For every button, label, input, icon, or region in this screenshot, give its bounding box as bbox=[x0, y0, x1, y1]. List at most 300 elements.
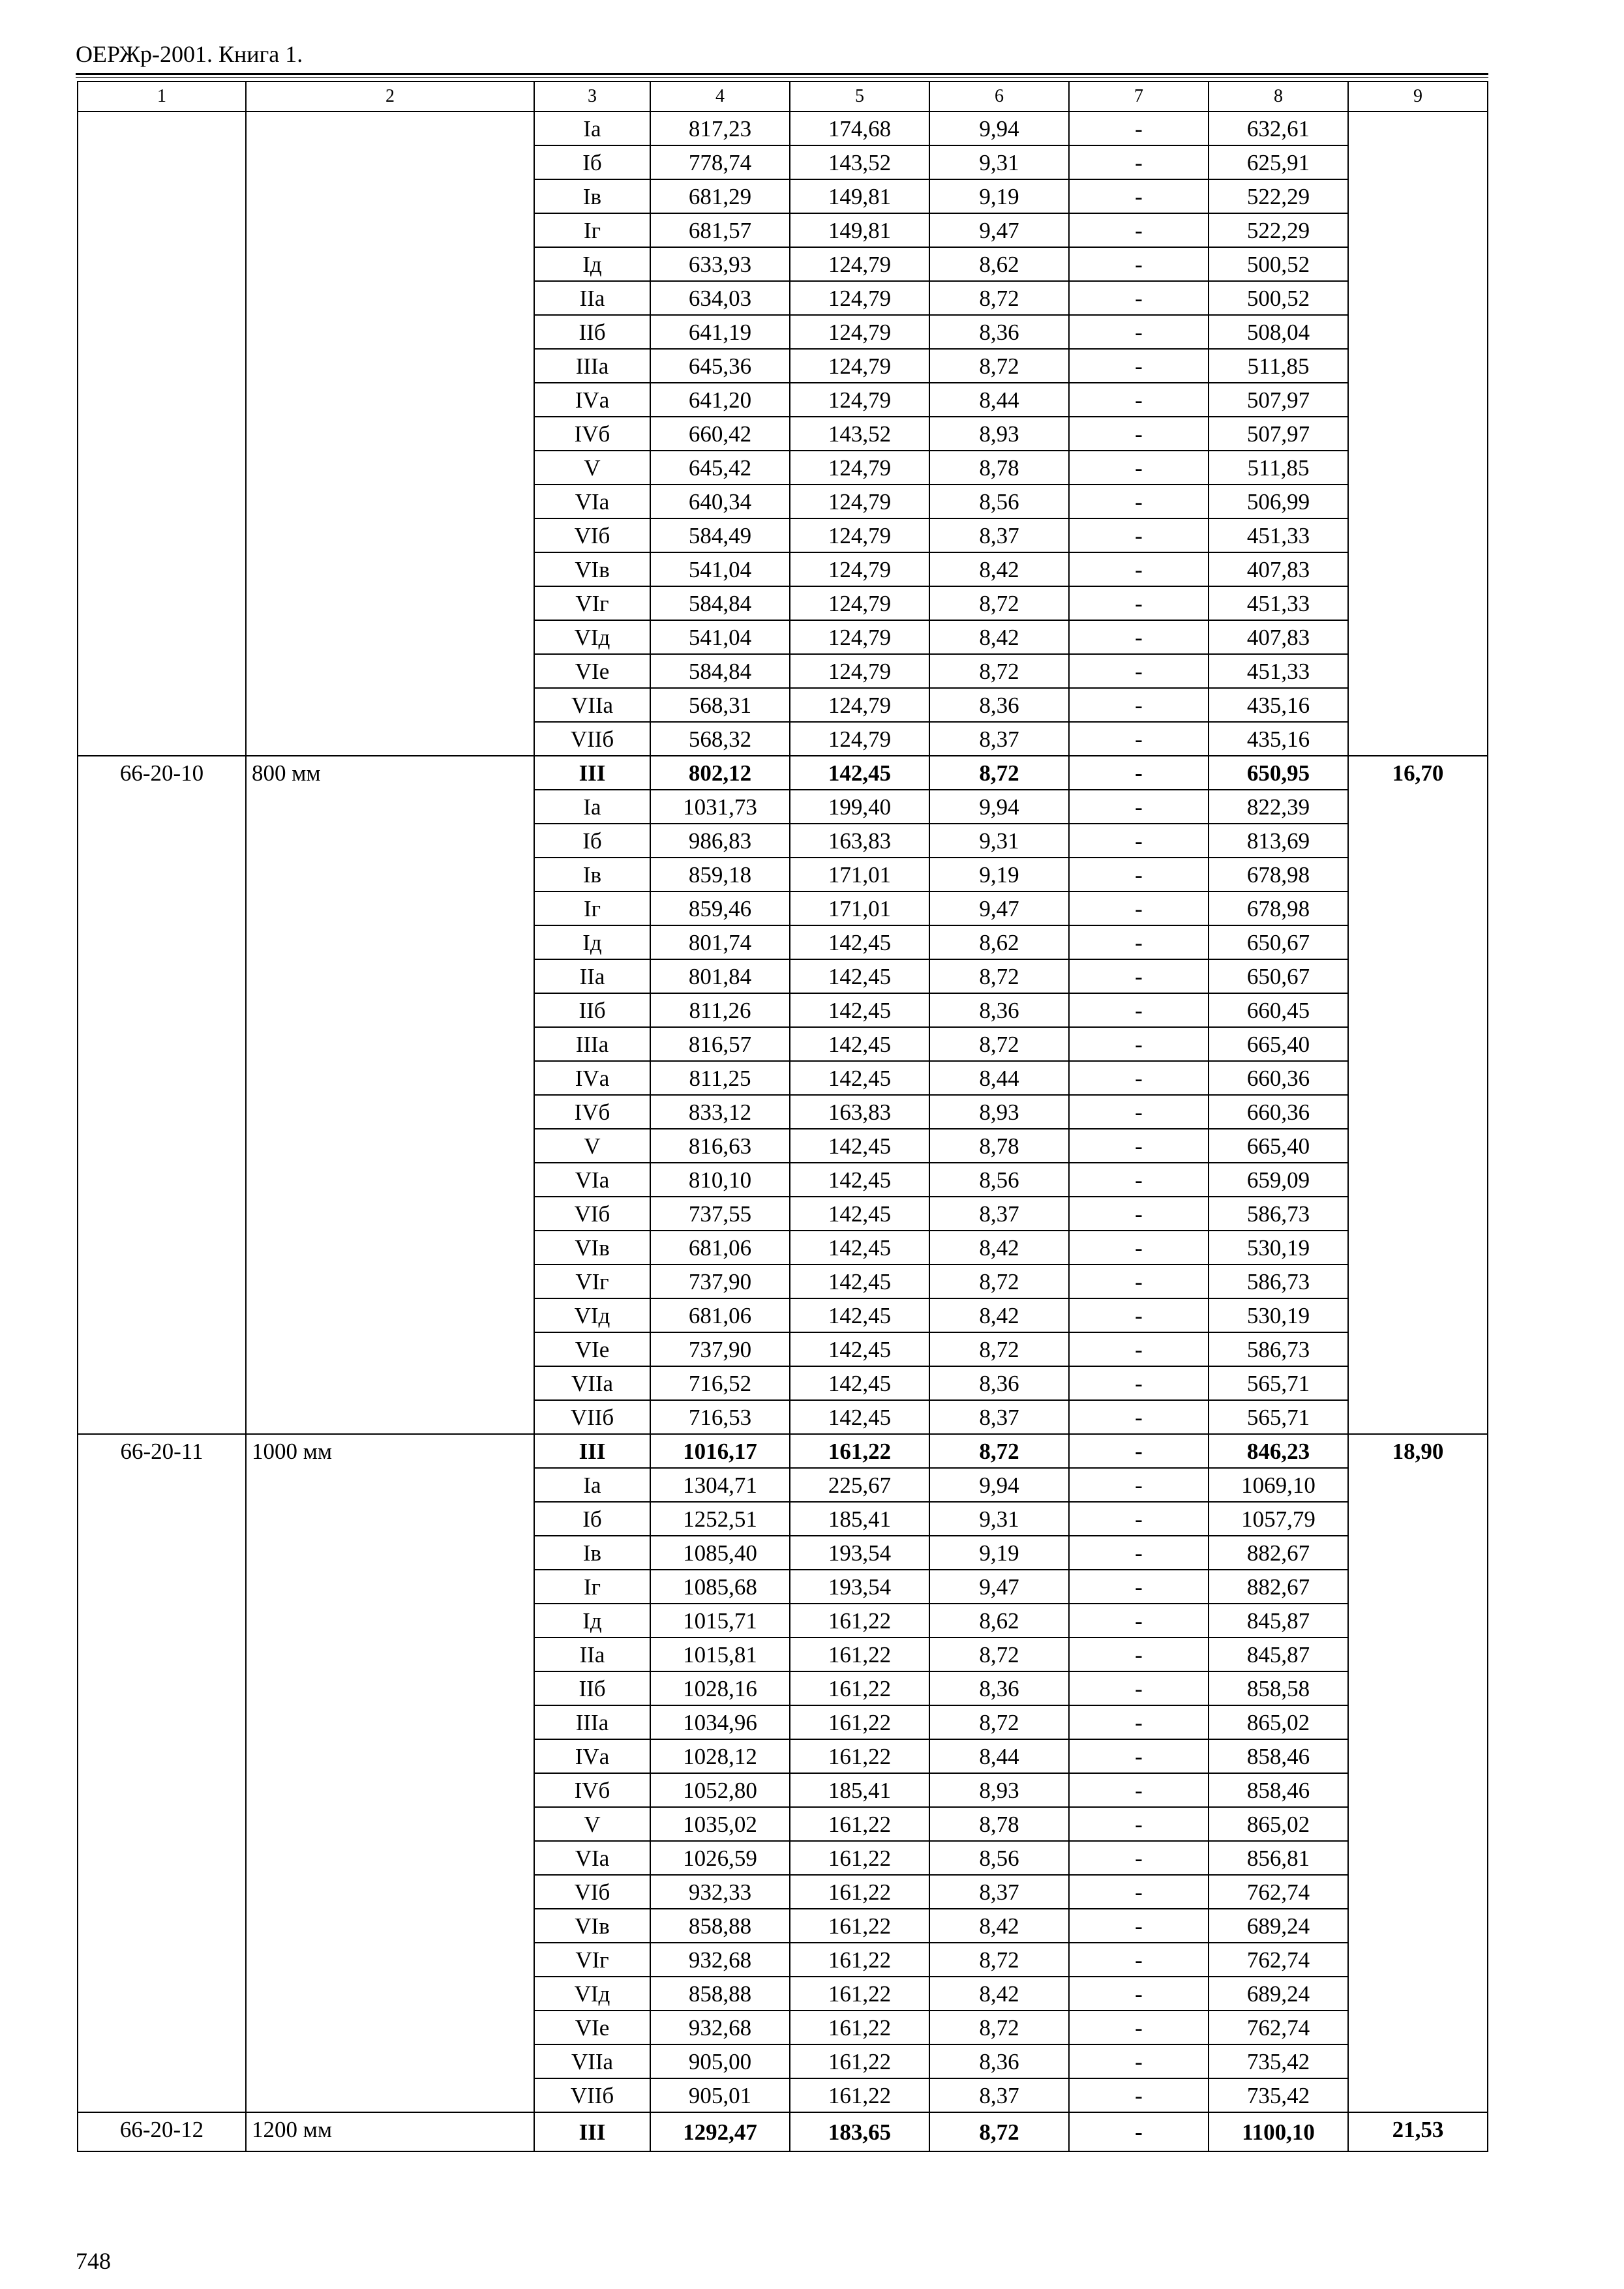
cell-col-4: 1304,71 bbox=[650, 1468, 790, 1502]
cell-col-5: 142,45 bbox=[790, 1366, 929, 1400]
cell-col-4: 645,42 bbox=[650, 451, 790, 485]
cell-col-8: 735,42 bbox=[1209, 2044, 1348, 2078]
cell-col-4: 810,10 bbox=[650, 1163, 790, 1197]
cell-col-5: 163,83 bbox=[790, 1095, 929, 1129]
cell-col-4: 858,88 bbox=[650, 1977, 790, 2011]
cell-col-5: 171,01 bbox=[790, 858, 929, 891]
cell-col-5: 124,79 bbox=[790, 552, 929, 586]
cell-col-4: 645,36 bbox=[650, 349, 790, 383]
cell-col-8: 678,98 bbox=[1209, 858, 1348, 891]
cell-col-4: 641,20 bbox=[650, 383, 790, 417]
column-number-2: 2 bbox=[246, 82, 534, 112]
cell-col-5: 142,45 bbox=[790, 1129, 929, 1163]
cell-col-7: - bbox=[1069, 1163, 1209, 1197]
cell-col-6: 8,42 bbox=[929, 1977, 1069, 2011]
cell-col-3: Iд bbox=[534, 1604, 650, 1638]
cell-col-4: 737,55 bbox=[650, 1197, 790, 1231]
cell-col-6: 8,78 bbox=[929, 1129, 1069, 1163]
cell-col-4: 1034,96 bbox=[650, 1705, 790, 1739]
cell-col-8: 586,73 bbox=[1209, 1332, 1348, 1366]
cell-col-8: 650,95 bbox=[1209, 756, 1348, 790]
cell-col-3: IIа bbox=[534, 1638, 650, 1671]
column-number-5: 5 bbox=[790, 82, 929, 112]
cell-col-8: 858,58 bbox=[1209, 1671, 1348, 1705]
cell-col-3: VIIб bbox=[534, 2078, 650, 2112]
cell-col-4: 1035,02 bbox=[650, 1807, 790, 1841]
cell-col-7: - bbox=[1069, 1807, 1209, 1841]
cell-col-7: - bbox=[1069, 1671, 1209, 1705]
cell-col-5: 124,79 bbox=[790, 451, 929, 485]
column-number-3: 3 bbox=[534, 82, 650, 112]
cell-col-6: 8,56 bbox=[929, 1163, 1069, 1197]
cell-col-4: 681,06 bbox=[650, 1231, 790, 1264]
cell-col-7: - bbox=[1069, 112, 1209, 145]
cell-col-5: 142,45 bbox=[790, 993, 929, 1027]
cell-col-3: Iб bbox=[534, 824, 650, 858]
cell-col-6: 8,42 bbox=[929, 552, 1069, 586]
cell-col-7: - bbox=[1069, 620, 1209, 654]
cell-col-8: 858,46 bbox=[1209, 1773, 1348, 1807]
cell-col-7: - bbox=[1069, 417, 1209, 451]
cell-col-8: 500,52 bbox=[1209, 281, 1348, 315]
cell-col-6: 8,72 bbox=[929, 959, 1069, 993]
cell-col-4: 802,12 bbox=[650, 756, 790, 790]
cell-col-6: 8,78 bbox=[929, 451, 1069, 485]
cell-col-5: 142,45 bbox=[790, 1231, 929, 1264]
cell-col-5: 161,22 bbox=[790, 1909, 929, 1943]
cell-col-8: 665,40 bbox=[1209, 1027, 1348, 1061]
cell-col-4: 905,00 bbox=[650, 2044, 790, 2078]
cell-col-3: IIIа bbox=[534, 349, 650, 383]
cell-col-7: - bbox=[1069, 485, 1209, 518]
cell-col-4: 634,03 bbox=[650, 281, 790, 315]
cell-col-4: 716,53 bbox=[650, 1400, 790, 1434]
cell-col-8: 586,73 bbox=[1209, 1197, 1348, 1231]
cell-col-6: 8,36 bbox=[929, 1366, 1069, 1400]
cell-col-8: 882,67 bbox=[1209, 1570, 1348, 1604]
cell-col-4: 811,25 bbox=[650, 1061, 790, 1095]
cell-col-5: 142,45 bbox=[790, 756, 929, 790]
cell-col-5: 161,22 bbox=[790, 1841, 929, 1875]
cell-col-8: 689,24 bbox=[1209, 1909, 1348, 1943]
cell-col-8: 508,04 bbox=[1209, 315, 1348, 349]
cell-col-6: 8,36 bbox=[929, 1671, 1069, 1705]
cell-col-6: 8,36 bbox=[929, 2044, 1069, 2078]
cell-col-3: Iв bbox=[534, 1536, 650, 1570]
cell-col-8: 762,74 bbox=[1209, 1943, 1348, 1977]
cell-col-3: VIIб bbox=[534, 722, 650, 756]
cell-col-6: 8,36 bbox=[929, 315, 1069, 349]
cell-col-4: 681,29 bbox=[650, 179, 790, 213]
cell-col-8: 858,46 bbox=[1209, 1739, 1348, 1773]
cell-col-8: 511,85 bbox=[1209, 349, 1348, 383]
cell-col-5: 161,22 bbox=[790, 1705, 929, 1739]
column-number-4: 4 bbox=[650, 82, 790, 112]
cell-col-4: 584,49 bbox=[650, 518, 790, 552]
item-name-cell: 1200 мм bbox=[246, 2112, 534, 2151]
cell-col-8: 530,19 bbox=[1209, 1298, 1348, 1332]
cell-col-3: VIб bbox=[534, 518, 650, 552]
cell-col-6: 9,47 bbox=[929, 891, 1069, 925]
cell-col-4: 1028,12 bbox=[650, 1739, 790, 1773]
cell-col-4: 681,57 bbox=[650, 213, 790, 247]
cell-col-5: 199,40 bbox=[790, 790, 929, 824]
cell-col-4: 816,63 bbox=[650, 1129, 790, 1163]
cell-col-5: 163,83 bbox=[790, 824, 929, 858]
cell-col-8: 845,87 bbox=[1209, 1638, 1348, 1671]
cell-col-4: 1026,59 bbox=[650, 1841, 790, 1875]
cell-col-8: 1069,10 bbox=[1209, 1468, 1348, 1502]
cell-col-5: 124,79 bbox=[790, 349, 929, 383]
cell-col-4: 541,04 bbox=[650, 552, 790, 586]
cell-col-7: - bbox=[1069, 1502, 1209, 1536]
cell-col-8: 865,02 bbox=[1209, 1705, 1348, 1739]
cell-col-7: - bbox=[1069, 349, 1209, 383]
cell-col-7: - bbox=[1069, 1943, 1209, 1977]
cell-col-7: - bbox=[1069, 1705, 1209, 1739]
cell-col-3: Iд bbox=[534, 247, 650, 281]
cell-col-7: - bbox=[1069, 891, 1209, 925]
cell-col-7: - bbox=[1069, 1400, 1209, 1434]
cell-col-3: VIб bbox=[534, 1875, 650, 1909]
cell-col-3: Iб bbox=[534, 145, 650, 179]
cell-col-3: IIб bbox=[534, 315, 650, 349]
cell-col-8: 813,69 bbox=[1209, 824, 1348, 858]
cell-col-5: 161,22 bbox=[790, 1943, 929, 1977]
cell-col-4: 640,34 bbox=[650, 485, 790, 518]
cell-col-7: - bbox=[1069, 993, 1209, 1027]
cell-col-5: 185,41 bbox=[790, 1502, 929, 1536]
cell-col-8: 586,73 bbox=[1209, 1264, 1348, 1298]
cell-col-3: Iа bbox=[534, 1468, 650, 1502]
item-code-cell bbox=[78, 112, 246, 756]
cell-col-8: 1100,10 bbox=[1209, 2112, 1348, 2151]
cell-col-3: IVб bbox=[534, 1773, 650, 1807]
cell-col-7: - bbox=[1069, 1570, 1209, 1604]
cell-col-6: 9,94 bbox=[929, 1468, 1069, 1502]
cell-col-4: 932,68 bbox=[650, 1943, 790, 1977]
cell-col-4: 817,23 bbox=[650, 112, 790, 145]
cell-col-4: 660,42 bbox=[650, 417, 790, 451]
cell-col-6: 8,72 bbox=[929, 1705, 1069, 1739]
cell-col-4: 833,12 bbox=[650, 1095, 790, 1129]
cell-col-3: IVб bbox=[534, 417, 650, 451]
cell-col-3: VIд bbox=[534, 1977, 650, 2011]
cell-col-7: - bbox=[1069, 552, 1209, 586]
cell-col-6: 8,93 bbox=[929, 1095, 1069, 1129]
cell-col-6: 9,31 bbox=[929, 1502, 1069, 1536]
cell-col-3: III bbox=[534, 756, 650, 790]
cell-col-4: 641,19 bbox=[650, 315, 790, 349]
cell-col-6: 8,44 bbox=[929, 1061, 1069, 1095]
cell-col-6: 8,56 bbox=[929, 1841, 1069, 1875]
cell-col-5: 142,45 bbox=[790, 925, 929, 959]
cell-col-4: 1015,71 bbox=[650, 1604, 790, 1638]
cell-col-8: 522,29 bbox=[1209, 213, 1348, 247]
cell-col-3: VIа bbox=[534, 1163, 650, 1197]
cell-col-7: - bbox=[1069, 722, 1209, 756]
cell-col-4: 1252,51 bbox=[650, 1502, 790, 1536]
cell-col-8: 522,29 bbox=[1209, 179, 1348, 213]
cell-col-8: 507,97 bbox=[1209, 417, 1348, 451]
cell-col-7: - bbox=[1069, 451, 1209, 485]
column-number-row bbox=[78, 82, 1488, 112]
header-rule-thin bbox=[76, 77, 1488, 78]
cell-col-5: 149,81 bbox=[790, 179, 929, 213]
cell-col-7: - bbox=[1069, 2044, 1209, 2078]
item-code-cell: 66-20-11 bbox=[78, 1434, 246, 2112]
cell-col-4: 737,90 bbox=[650, 1332, 790, 1366]
cell-col-6: 8,93 bbox=[929, 1773, 1069, 1807]
cell-col-8: 650,67 bbox=[1209, 959, 1348, 993]
cell-col-7: - bbox=[1069, 1027, 1209, 1061]
cell-col-6: 9,31 bbox=[929, 145, 1069, 179]
cell-col-4: 801,74 bbox=[650, 925, 790, 959]
cell-col-7: - bbox=[1069, 213, 1209, 247]
cell-col-3: Iг bbox=[534, 891, 650, 925]
cell-col-7: - bbox=[1069, 383, 1209, 417]
cell-col-8: 632,61 bbox=[1209, 112, 1348, 145]
cell-col-3: Iд bbox=[534, 925, 650, 959]
cell-col-5: 161,22 bbox=[790, 1977, 929, 2011]
cell-col-5: 124,79 bbox=[790, 586, 929, 620]
cell-col-7: - bbox=[1069, 925, 1209, 959]
column-number-9: 9 bbox=[1348, 82, 1488, 112]
cell-col-4: 737,90 bbox=[650, 1264, 790, 1298]
cell-col-4: 1015,81 bbox=[650, 1638, 790, 1671]
cell-col-8: 665,40 bbox=[1209, 1129, 1348, 1163]
cell-col-6: 8,62 bbox=[929, 1604, 1069, 1638]
cell-col-4: 859,46 bbox=[650, 891, 790, 925]
cell-col-8: 625,91 bbox=[1209, 145, 1348, 179]
cell-col-3: Iв bbox=[534, 179, 650, 213]
cell-col-6: 8,72 bbox=[929, 281, 1069, 315]
cell-col-7: - bbox=[1069, 1739, 1209, 1773]
item-code-cell: 66-20-10 bbox=[78, 756, 246, 1434]
cell-col-6: 9,47 bbox=[929, 1570, 1069, 1604]
cell-col-8: 856,81 bbox=[1209, 1841, 1348, 1875]
cell-col-5: 142,45 bbox=[790, 1400, 929, 1434]
cell-col-4: 568,31 bbox=[650, 688, 790, 722]
cell-col-4: 1016,17 bbox=[650, 1434, 790, 1468]
cell-col-5: 183,65 bbox=[790, 2112, 929, 2151]
cell-col-3: VIб bbox=[534, 1197, 650, 1231]
cell-col-3: IVа bbox=[534, 383, 650, 417]
cell-col-4: 584,84 bbox=[650, 586, 790, 620]
cell-col-5: 124,79 bbox=[790, 518, 929, 552]
cell-col-4: 859,18 bbox=[650, 858, 790, 891]
cell-col-7: - bbox=[1069, 518, 1209, 552]
cell-col-3: IVа bbox=[534, 1739, 650, 1773]
cell-col-5: 174,68 bbox=[790, 112, 929, 145]
cell-col-5: 161,22 bbox=[790, 1875, 929, 1909]
cell-col-8: 507,97 bbox=[1209, 383, 1348, 417]
cell-col-7: - bbox=[1069, 1875, 1209, 1909]
cell-col-8: 822,39 bbox=[1209, 790, 1348, 824]
cell-col-7: - bbox=[1069, 145, 1209, 179]
cell-col-8: 762,74 bbox=[1209, 2011, 1348, 2044]
cell-col-6: 9,94 bbox=[929, 790, 1069, 824]
cell-col-7: - bbox=[1069, 790, 1209, 824]
cell-col-3: IVа bbox=[534, 1061, 650, 1095]
cell-col-4: 1052,80 bbox=[650, 1773, 790, 1807]
cell-col-6: 9,47 bbox=[929, 213, 1069, 247]
cell-col-5: 124,79 bbox=[790, 688, 929, 722]
cell-col-5: 161,22 bbox=[790, 1739, 929, 1773]
cell-col-7: - bbox=[1069, 1977, 1209, 2011]
cell-col-5: 161,22 bbox=[790, 2011, 929, 2044]
cell-col-8: 500,52 bbox=[1209, 247, 1348, 281]
cell-col-4: 584,84 bbox=[650, 654, 790, 688]
cell-col-4: 801,84 bbox=[650, 959, 790, 993]
cell-col-5: 161,22 bbox=[790, 2078, 929, 2112]
cell-col-4: 1028,16 bbox=[650, 1671, 790, 1705]
column-number-8: 8 bbox=[1209, 82, 1348, 112]
cell-col-6: 8,72 bbox=[929, 756, 1069, 790]
cell-col-5: 143,52 bbox=[790, 417, 929, 451]
cell-col-8: 530,19 bbox=[1209, 1231, 1348, 1264]
cell-col-3: VIд bbox=[534, 1298, 650, 1332]
cell-col-5: 171,01 bbox=[790, 891, 929, 925]
cell-col-8: 1057,79 bbox=[1209, 1502, 1348, 1536]
cell-col-8: 506,99 bbox=[1209, 485, 1348, 518]
cell-col-3: V bbox=[534, 1807, 650, 1841]
cell-col-3: IIIа bbox=[534, 1027, 650, 1061]
cell-col-6: 8,37 bbox=[929, 518, 1069, 552]
cell-col-6: 8,37 bbox=[929, 2078, 1069, 2112]
cell-col-8: 451,33 bbox=[1209, 586, 1348, 620]
cell-col-4: 633,93 bbox=[650, 247, 790, 281]
cell-col-3: Iа bbox=[534, 790, 650, 824]
cell-col-8: 407,83 bbox=[1209, 552, 1348, 586]
cell-col-5: 142,45 bbox=[790, 1332, 929, 1366]
table-body bbox=[78, 82, 1488, 2151]
cell-col-7: - bbox=[1069, 1197, 1209, 1231]
cell-col-7: - bbox=[1069, 315, 1209, 349]
cell-col-5: 124,79 bbox=[790, 485, 929, 518]
cell-col-3: Iб bbox=[534, 1502, 650, 1536]
total-cell: 21,53 bbox=[1348, 2112, 1488, 2151]
cell-col-3: V bbox=[534, 1129, 650, 1163]
cell-col-6: 8,36 bbox=[929, 688, 1069, 722]
rates-table bbox=[77, 81, 1488, 2152]
document-header: ОЕРЖр-2001. Книга 1. bbox=[76, 41, 303, 67]
cell-col-7: - bbox=[1069, 2078, 1209, 2112]
cell-col-3: V bbox=[534, 451, 650, 485]
cell-col-3: VIг bbox=[534, 1264, 650, 1298]
cell-col-5: 193,54 bbox=[790, 1570, 929, 1604]
cell-col-4: 541,04 bbox=[650, 620, 790, 654]
cell-col-6: 8,42 bbox=[929, 1909, 1069, 1943]
cell-col-3: III bbox=[534, 2112, 650, 2151]
cell-col-7: - bbox=[1069, 247, 1209, 281]
cell-col-6: 9,19 bbox=[929, 858, 1069, 891]
cell-col-8: 660,45 bbox=[1209, 993, 1348, 1027]
cell-col-7: - bbox=[1069, 281, 1209, 315]
cell-col-4: 681,06 bbox=[650, 1298, 790, 1332]
item-name-cell bbox=[246, 112, 534, 756]
cell-col-6: 8,72 bbox=[929, 1332, 1069, 1366]
cell-col-7: - bbox=[1069, 824, 1209, 858]
cell-col-4: 858,88 bbox=[650, 1909, 790, 1943]
cell-col-8: 660,36 bbox=[1209, 1061, 1348, 1095]
cell-col-7: - bbox=[1069, 1909, 1209, 1943]
item-name-cell: 800 мм bbox=[246, 756, 534, 1434]
cell-col-7: - bbox=[1069, 1061, 1209, 1095]
cell-col-4: 1292,47 bbox=[650, 2112, 790, 2151]
cell-col-7: - bbox=[1069, 586, 1209, 620]
cell-col-3: Iа bbox=[534, 112, 650, 145]
table-row bbox=[78, 2112, 1488, 2151]
cell-col-5: 142,45 bbox=[790, 1163, 929, 1197]
cell-col-6: 8,72 bbox=[929, 1264, 1069, 1298]
cell-col-8: 678,98 bbox=[1209, 891, 1348, 925]
cell-col-5: 124,79 bbox=[790, 654, 929, 688]
item-name-cell: 1000 мм bbox=[246, 1434, 534, 2112]
cell-col-3: VIв bbox=[534, 1231, 650, 1264]
cell-col-7: - bbox=[1069, 654, 1209, 688]
cell-col-3: VIIа bbox=[534, 2044, 650, 2078]
cell-col-3: IVб bbox=[534, 1095, 650, 1129]
cell-col-4: 1085,68 bbox=[650, 1570, 790, 1604]
cell-col-8: 451,33 bbox=[1209, 654, 1348, 688]
cell-col-7: - bbox=[1069, 858, 1209, 891]
cell-col-6: 8,37 bbox=[929, 722, 1069, 756]
cell-col-7: - bbox=[1069, 1264, 1209, 1298]
cell-col-6: 8,72 bbox=[929, 2112, 1069, 2151]
cell-col-8: 407,83 bbox=[1209, 620, 1348, 654]
cell-col-7: - bbox=[1069, 1298, 1209, 1332]
cell-col-4: 778,74 bbox=[650, 145, 790, 179]
cell-col-8: 865,02 bbox=[1209, 1807, 1348, 1841]
cell-col-6: 8,42 bbox=[929, 1298, 1069, 1332]
cell-col-4: 932,68 bbox=[650, 2011, 790, 2044]
cell-col-8: 689,24 bbox=[1209, 1977, 1348, 2011]
cell-col-6: 8,72 bbox=[929, 1943, 1069, 1977]
cell-col-7: - bbox=[1069, 1536, 1209, 1570]
cell-col-5: 161,22 bbox=[790, 1807, 929, 1841]
cell-col-5: 149,81 bbox=[790, 213, 929, 247]
cell-col-6: 8,78 bbox=[929, 1807, 1069, 1841]
cell-col-8: 435,16 bbox=[1209, 688, 1348, 722]
cell-col-7: - bbox=[1069, 1231, 1209, 1264]
total-cell: 18,90 bbox=[1348, 1434, 1488, 2112]
cell-col-6: 8,37 bbox=[929, 1197, 1069, 1231]
cell-col-3: IIа bbox=[534, 959, 650, 993]
cell-col-3: VIг bbox=[534, 1943, 650, 1977]
cell-col-3: VIе bbox=[534, 1332, 650, 1366]
cell-col-5: 124,79 bbox=[790, 247, 929, 281]
cell-col-3: VIе bbox=[534, 2011, 650, 2044]
cell-col-8: 735,42 bbox=[1209, 2078, 1348, 2112]
table-row bbox=[78, 112, 1488, 145]
cell-col-6: 8,72 bbox=[929, 1434, 1069, 1468]
cell-col-6: 8,44 bbox=[929, 1739, 1069, 1773]
cell-col-3: Iг bbox=[534, 1570, 650, 1604]
cell-col-8: 845,87 bbox=[1209, 1604, 1348, 1638]
cell-col-7: - bbox=[1069, 2011, 1209, 2044]
cell-col-5: 124,79 bbox=[790, 281, 929, 315]
cell-col-6: 8,93 bbox=[929, 417, 1069, 451]
cell-col-8: 511,85 bbox=[1209, 451, 1348, 485]
cell-col-8: 882,67 bbox=[1209, 1536, 1348, 1570]
cell-col-7: - bbox=[1069, 1332, 1209, 1366]
header-rule bbox=[76, 73, 1488, 75]
cell-col-5: 142,45 bbox=[790, 1264, 929, 1298]
cell-col-6: 8,56 bbox=[929, 485, 1069, 518]
cell-col-7: - bbox=[1069, 1604, 1209, 1638]
cell-col-3: VIIа bbox=[534, 688, 650, 722]
